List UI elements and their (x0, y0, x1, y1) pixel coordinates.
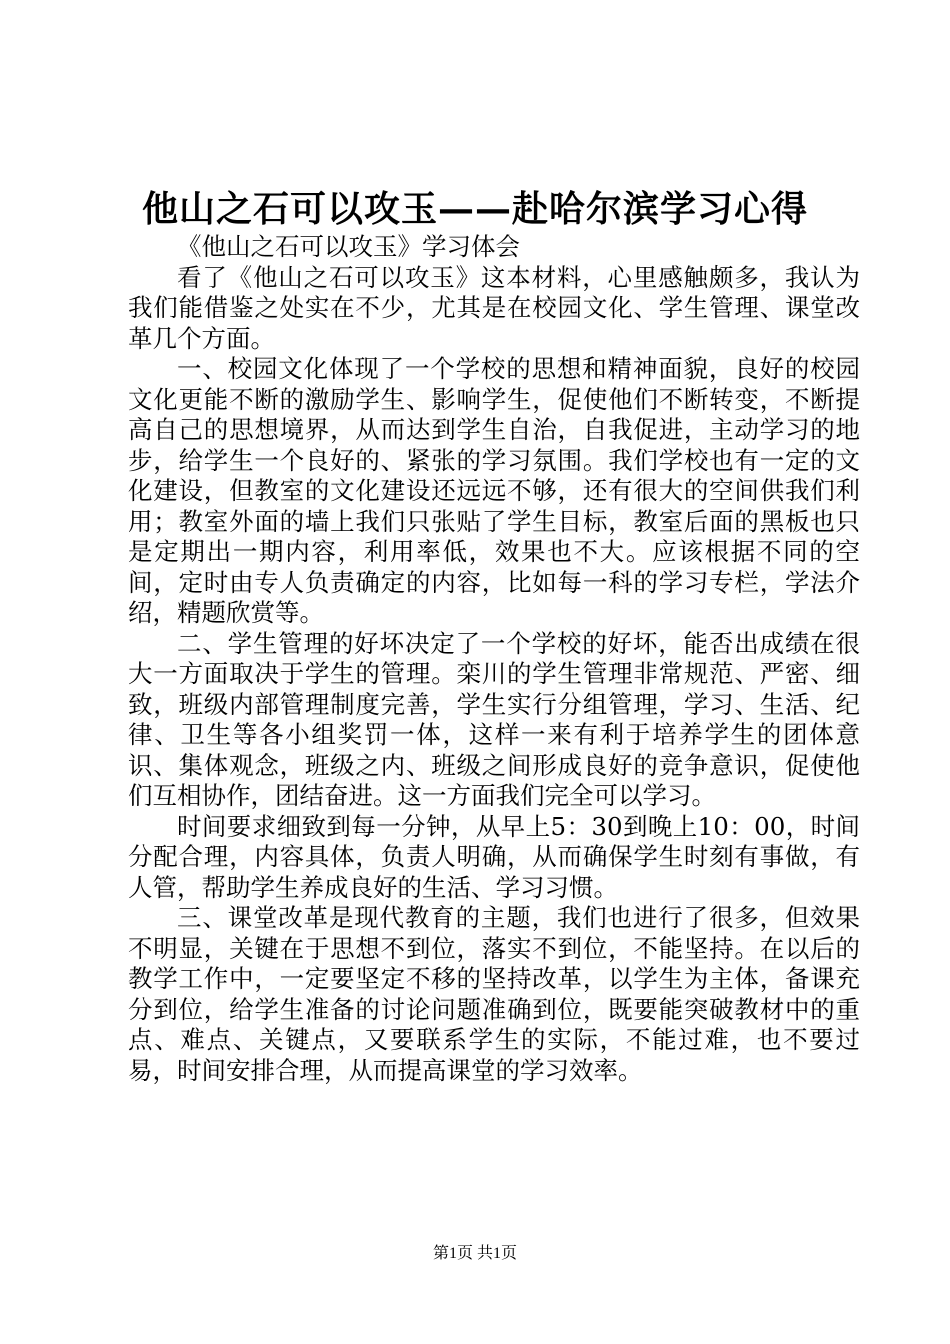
document-title: 他山之石可以攻玉——赴哈尔滨学习心得 (141, 188, 808, 230)
paragraph: 看了《他山之石可以攻玉》这本材料，心里感触颇多，我认为我们能借鉴之处实在不少，尤其是在校园文化、学生管理、课堂改革几个方面。 (128, 262, 860, 353)
paragraph: 三、课堂改革是现代教育的主题，我们也进行了很多，但效果不明显，关键在于思想不到位，落实不到位，不能坚持。在以后的教学工作中，一定要坚定不移的坚持改革，以学生为主体，备课充分到位，给学生准备的讨论问题准确到位，既要能突破教材中的重点、难点、关键点，又要联系学生的实际，不能过难，也不要过易，时间安排合理，从而提高课堂的学习效率。 (128, 903, 860, 1085)
paragraph: 二、学生管理的好坏决定了一个学校的好坏，能否出成绩在很大一方面取决于学生的管理。栾川的学生管理非常规范、严密、细致，班级内部管理制度完善，学生实行分组管理，学习、生活、纪律、卫生等各小组奖罚一体，这样一来有利于培养学生的团体意识、集体观念，班级之内、班级之间形成良好的竞争意识，促使他们互相协作，团结奋进。这一方面我们完全可以学习。 (128, 628, 860, 810)
page-number-footer: 第1页 共1页 (432, 1245, 517, 1262)
document-body (128, 232, 860, 1086)
paragraph: 一、校园文化体现了一个学校的思想和精神面貌，良好的校园文化更能不断的激励学生、影响学生，促使他们不断转变，不断提高自己的思想境界，从而达到学生自治，自我促进，主动学习的地步，给学生一个良好的、紧张的学习氛围。我们学校也有一定的文化建设，但教室的文化建设还远远不够，还有很大的空间供我们利用；教室外面的墙上我们只张贴了学生目标，教室后面的黑板也只是定期出一期内容，利用率低，效果也不大。应该根据不同的空间，定时由专人负责确定的内容，比如每一科的学习专栏，学法介绍，精题欣赏等。 (128, 354, 860, 627)
paragraph: 时间要求细致到每一分钟，从早上5：30到晚上10：00，时间分配合理，内容具体，负责人明确，从而确保学生时刻有事做，有人管，帮助学生养成良好的生活、学习习惯。 (128, 811, 860, 902)
paragraph: 《他山之石可以攻玉》学习体会 (177, 232, 520, 261)
